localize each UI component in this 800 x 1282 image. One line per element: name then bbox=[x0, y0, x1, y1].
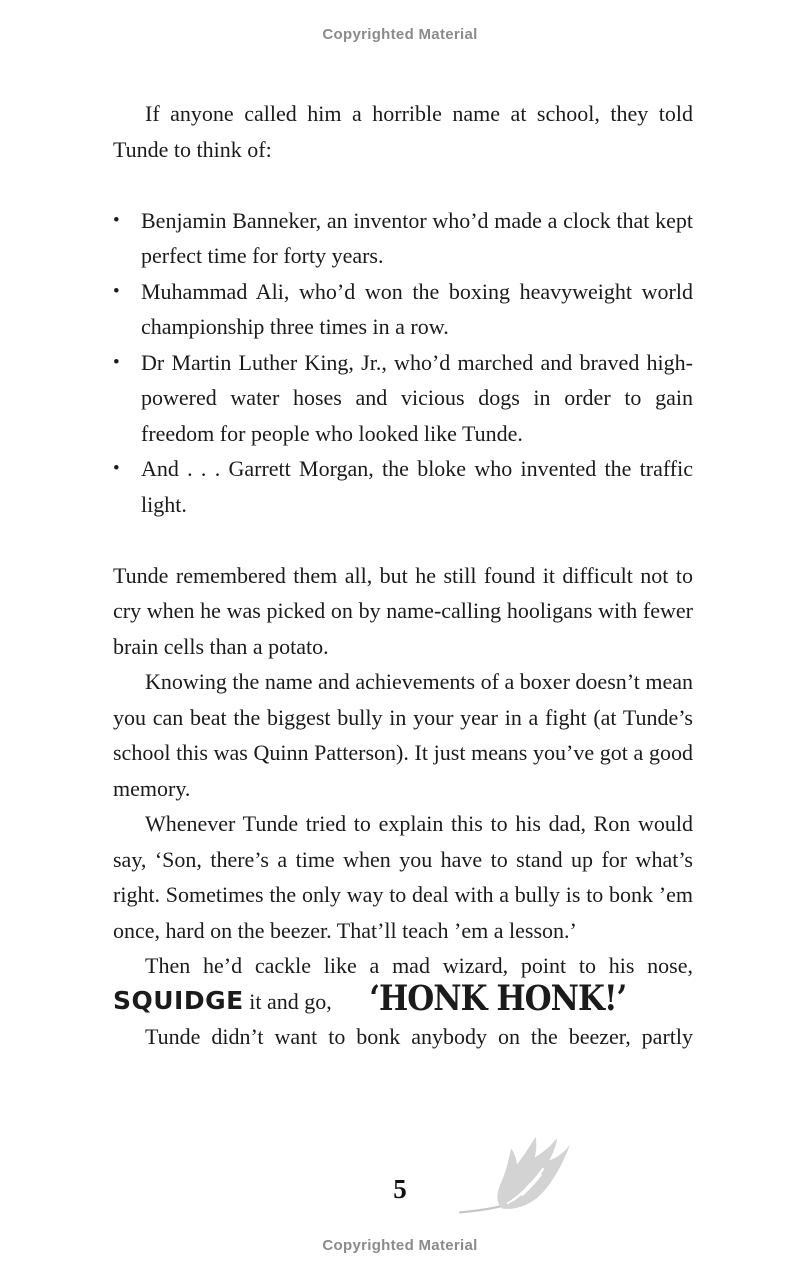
paragraph-knowing: Knowing the name and achievements of a boxer doesn’t mean you can beat the biggest bully in your year in a fight (at Tunde’s school this was Quinn Patterson). It just means you’ve got a good memory. bbox=[113, 669, 693, 801]
bullet-item bbox=[113, 451, 693, 522]
squidge-word: SQUIDGE bbox=[113, 985, 244, 1015]
bullet-dot-icon: • bbox=[113, 351, 120, 373]
bullet-item bbox=[113, 345, 693, 452]
paragraph-last: Tunde didn’t want to bonk anybody on the beezer, partly bbox=[145, 1024, 693, 1049]
cackle-text-middle: it and go, bbox=[243, 988, 338, 1014]
page-number: 5 bbox=[393, 1174, 407, 1204]
bullet-dot-icon: • bbox=[113, 458, 120, 479]
feather-icon bbox=[455, 1133, 583, 1231]
honk-exclamation: ‘HONK HONK!’ bbox=[369, 978, 627, 1019]
paragraph-remembered: Tunde remembered them all, but he still found it difficult not to cry when he was picked on by name-calling hooligans with fewer brain cells than a potato. bbox=[113, 562, 693, 659]
bullet-item bbox=[113, 274, 693, 345]
paragraph-whenever: Whenever Tunde tried to explain this to his dad, Ron would say, ‘Son, there’s a time when you have to stand up for what’s right. Sometimes the only way to deal with a bully is to bonk ’em once, hard on the beezer. That’ll teach ’em a lesson.’ bbox=[113, 811, 693, 943]
bullet-item bbox=[113, 203, 693, 274]
bullet-dot-icon: • bbox=[113, 209, 120, 231]
paragraph-cackle bbox=[113, 948, 693, 1019]
intro-paragraph: If anyone called him a horrible name at school, they told Tunde to think of: bbox=[113, 101, 693, 162]
bullet-item-text: And . . . Garrett Morgan, the bloke who invented the traffic light. bbox=[141, 456, 693, 517]
copyright-notice-top: Copyrighted Material bbox=[322, 26, 478, 43]
bullet-list bbox=[113, 203, 693, 523]
bullet-item-text: Dr Martin Luther King, Jr., who’d marched and braved high-powered water hoses and vicious dogs in order to gain freedom for people who looked like Tunde. bbox=[141, 349, 693, 446]
bullet-item-text: Benjamin Banneker, an inventor who’d made a clock that kept perfect time for forty years. bbox=[141, 207, 693, 268]
cackle-text-before: Then he’d cackle like a mad wizard, point to his nose, bbox=[145, 953, 693, 978]
bullet-dot-icon: • bbox=[113, 280, 120, 302]
page-text-block bbox=[113, 96, 693, 1055]
bullet-item-text: Muhammad Ali, who’d won the boxing heavyweight world championship three times in a row. bbox=[141, 278, 693, 339]
copyright-notice-bottom: Copyrighted Material bbox=[322, 1237, 478, 1254]
